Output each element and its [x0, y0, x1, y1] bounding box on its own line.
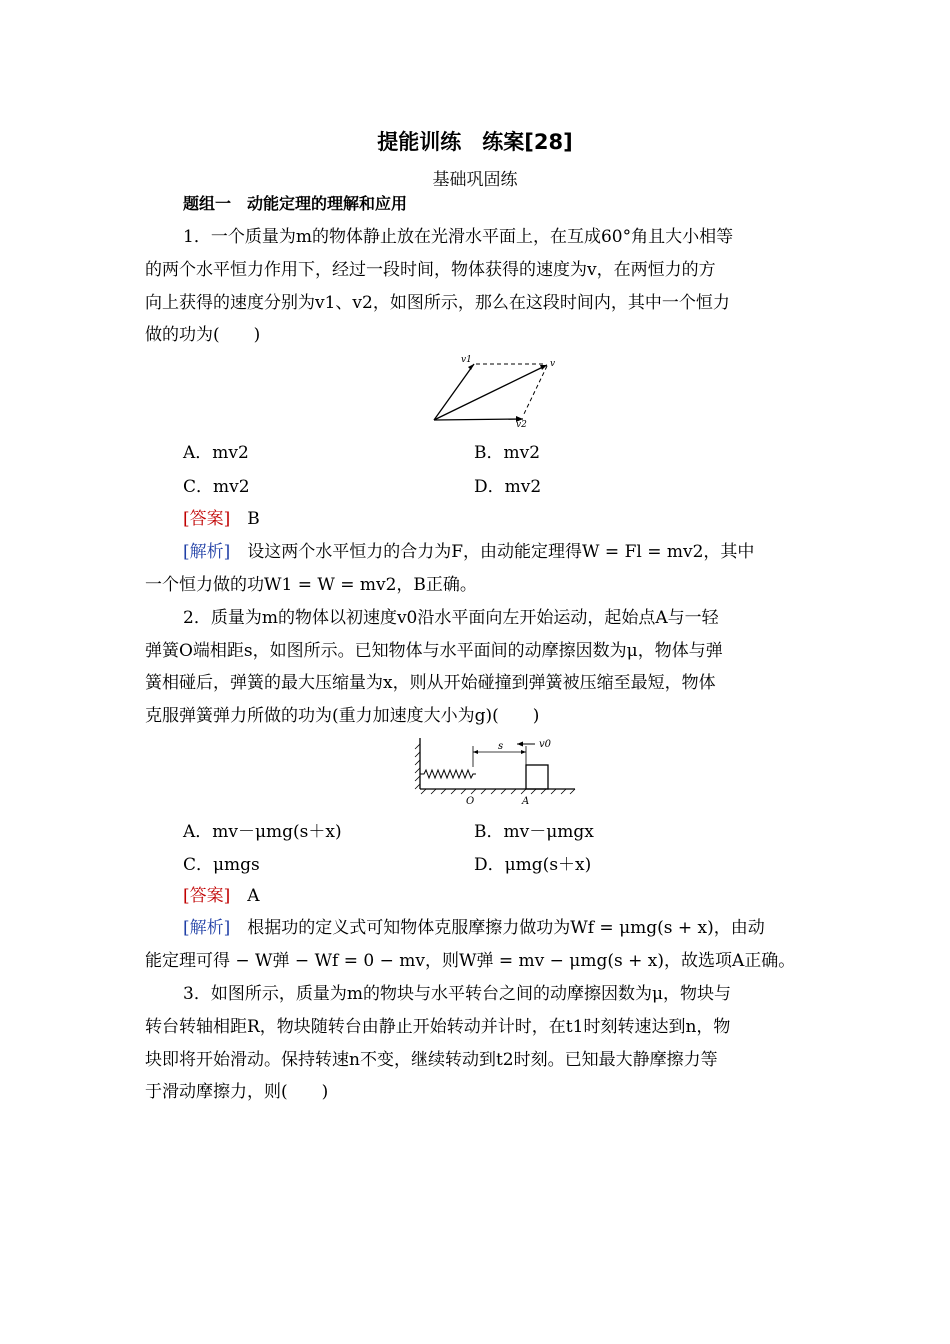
- q3-line3: 块即将开始滑动。保持转速n不变，继续转动到t2时刻。已知最大静摩擦力等: [145, 1050, 718, 1070]
- q2-answer: [答案] A: [183, 886, 260, 906]
- q1-option-c[interactable]: C．mv2: [183, 477, 250, 497]
- q2-line1: 2．质量为m的物体以初速度v0沿水平面向左开始运动，起始点A与一轻: [183, 608, 719, 628]
- explain-tag: [解析]: [183, 918, 231, 938]
- q2-option-d[interactable]: D．μmg(s＋x): [474, 855, 592, 875]
- q2-line4: 克服弹簧弹力所做的功为(重力加速度大小为g)( ): [145, 706, 540, 726]
- answer-tag: [答案]: [183, 509, 231, 529]
- q1-answer: [答案] B: [183, 509, 260, 529]
- fig-label-a: A: [522, 796, 530, 807]
- fig-label-v: v: [550, 359, 556, 369]
- section-subtitle: 基础巩固练: [432, 170, 518, 190]
- q1-option-a[interactable]: A．mv2: [183, 443, 249, 463]
- q3-line2: 转台转轴相距R，物块随转台由静止开始转动并计时，在t1时刻转速达到n，物: [145, 1017, 731, 1037]
- fig-label-s: s: [498, 741, 504, 752]
- q1-velocity-diagram: [430, 352, 565, 427]
- q2-option-b[interactable]: B．mv－μmgx: [474, 822, 594, 842]
- q1-explain-line1: [解析] 设这两个水平恒力的合力为F，由动能定理得W = Fl = mv2，其中: [183, 542, 755, 562]
- q1-line1: 1．一个质量为m的物体静止放在光滑水平面上，在互成60°角且大小相等: [183, 227, 734, 247]
- answer-tag: [答案]: [183, 886, 231, 906]
- q1-line4: 做的功为( ): [145, 325, 261, 345]
- q2-line3: 簧相碰后，弹簧的最大压缩量为x，则从开始碰撞到弹簧被压缩至最短，物体: [145, 673, 716, 693]
- explain-tag: [解析]: [183, 542, 231, 562]
- q2-explain-line2: 能定理可得 − W弹 − Wf = 0 − mv，则W弹 = mv − μmg(s + x)，故选项A正确。: [145, 951, 796, 971]
- group-heading: 题组一 动能定理的理解和应用: [183, 194, 408, 213]
- fig-label-v1: v1: [461, 355, 472, 365]
- q1-line2: 的两个水平恒力作用下，经过一段时间，物体获得的速度为v，在两恒力的方: [145, 260, 716, 280]
- page-title: 提能训练 练案[28]: [377, 130, 573, 154]
- q2-option-c[interactable]: C．μmgs: [183, 855, 260, 875]
- fig-label-o: O: [466, 796, 475, 807]
- q1-line3: 向上获得的速度分别为v1、v2，如图所示，那么在这段时间内，其中一个恒力: [145, 293, 730, 313]
- q2-spring-diagram: [412, 734, 578, 808]
- fig-label-v0: v0: [539, 739, 552, 750]
- q2-explain-line1: [解析] 根据功的定义式可知物体克服摩擦力做功为Wf = μmg(s + x)，由动: [183, 918, 765, 938]
- q3-line1: 3．如图所示，质量为m的物块与水平转台之间的动摩擦因数为μ，物块与: [183, 984, 731, 1004]
- q1-option-d[interactable]: D．mv2: [474, 477, 542, 497]
- fig-label-v2: v2: [516, 420, 527, 427]
- q1-explain-line2: 一个恒力做的功W1 = W = mv2，B正确。: [145, 575, 477, 595]
- q2-option-a[interactable]: A．mv－μmg(s＋x): [183, 822, 342, 842]
- q2-line2: 弹簧O端相距s，如图所示。已知物体与水平面间的动摩擦因数为μ，物体与弹: [145, 641, 723, 661]
- q3-line4: 于滑动摩擦力，则( ): [145, 1082, 329, 1102]
- q1-option-b[interactable]: B．mv2: [474, 443, 541, 463]
